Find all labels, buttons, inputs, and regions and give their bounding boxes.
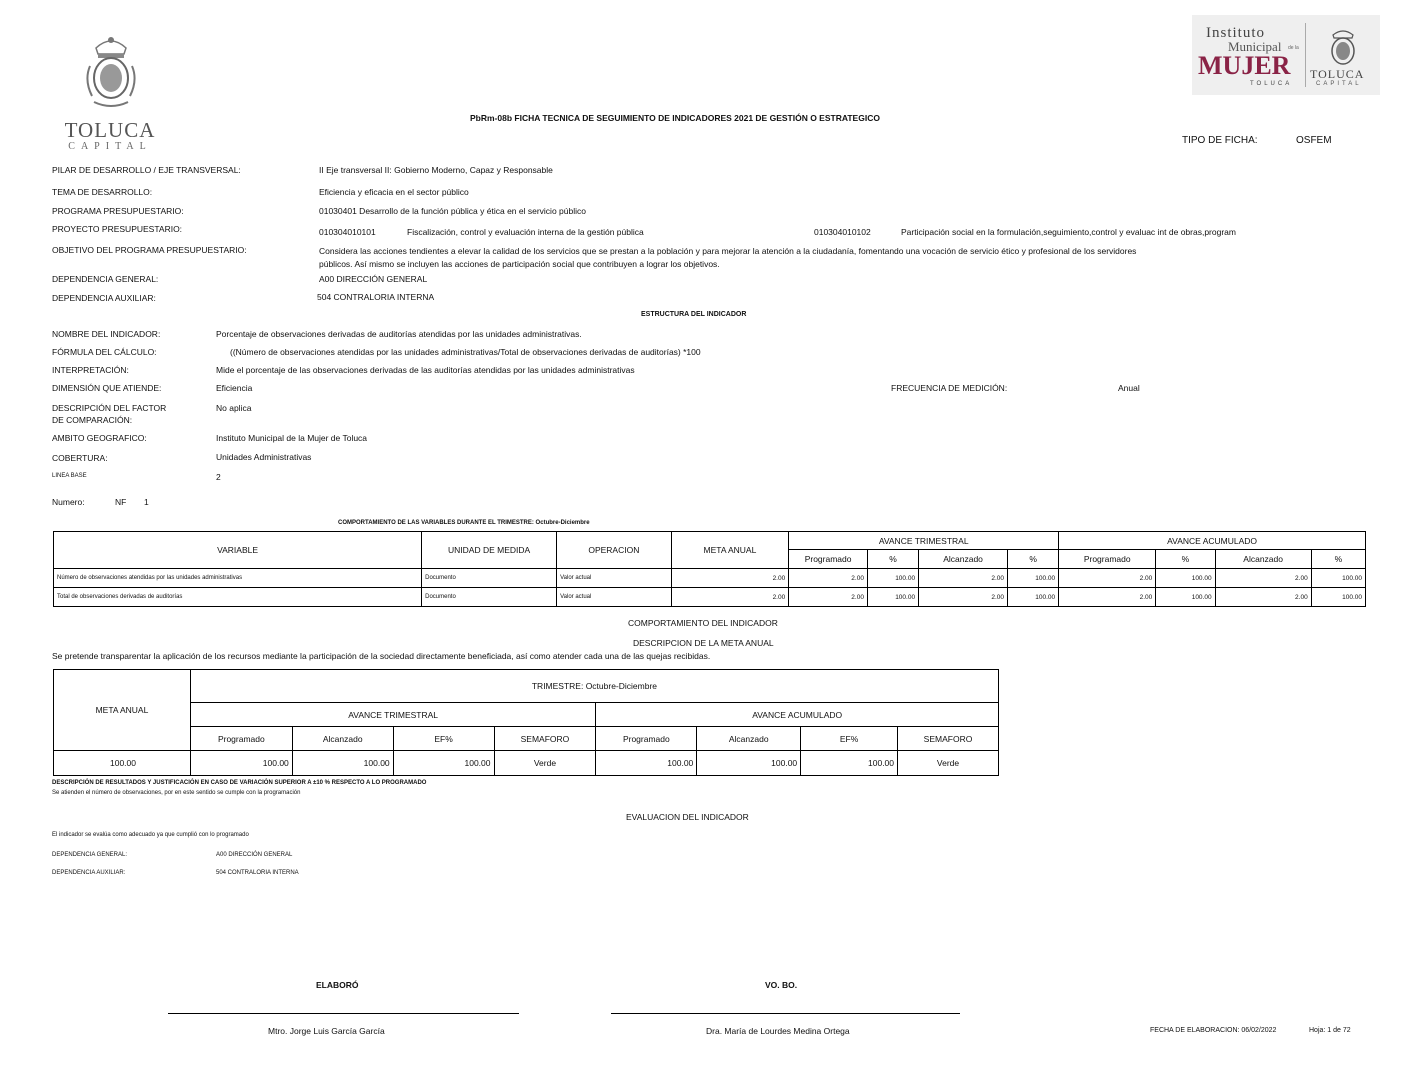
dep-general-value: A00 DIRECCIÓN GENERAL xyxy=(319,274,428,284)
dimension-label: DIMENSIÓN QUE ATIENDE: xyxy=(52,383,162,393)
instituto-mujer-logo xyxy=(1192,15,1380,95)
meta-t-alcanzado-header: Alcanzado xyxy=(292,727,393,751)
fecha-elaboracion: FECHA DE ELABORACION: 06/02/2022 xyxy=(1150,1027,1277,1034)
row2-t-prog-pct: 100.00 xyxy=(867,588,918,607)
meta-a-ef-value: 100.00 xyxy=(801,751,898,776)
logo-dela-text: de la xyxy=(1288,45,1299,51)
header-operacion: OPERACION xyxy=(557,532,672,569)
proyecto-desc-2: Participación social en la formulación,seguimiento,control y evaluac int de obras,program xyxy=(901,227,1236,237)
numero-label: Numero: xyxy=(52,497,85,507)
logo-toluca-capital: CAPITAL xyxy=(68,141,152,152)
logo-divider xyxy=(1305,23,1306,87)
header-unidad: UNIDAD DE MEDIDA xyxy=(422,532,557,569)
meta-t-semaforo-header: SEMAFORO xyxy=(494,727,596,751)
tipo-ficha-value: OSFEM xyxy=(1296,135,1332,146)
formula-label: FÓRMULA DEL CÁLCULO: xyxy=(52,347,157,357)
numero-value: 1 xyxy=(144,497,149,507)
dep-aux-label: DEPENDENCIA AUXILIAR: xyxy=(52,293,156,303)
vobo-label: VO. BO. xyxy=(765,980,798,990)
meta-t-ef-value: 100.00 xyxy=(393,751,494,776)
hoja-numero: Hoja: 1 de 72 xyxy=(1309,1027,1351,1034)
row2-a-alc-pct: 100.00 xyxy=(1311,588,1365,607)
cobertura-label: COBERTURA: xyxy=(52,453,108,463)
meta-t-ef-header: EF% xyxy=(393,727,494,751)
logo-toluca-small-text: TOLUCA xyxy=(1250,81,1293,87)
tipo-ficha-label: TIPO DE FICHA: xyxy=(1182,135,1258,146)
eval-dep-aux-label: DEPENDENCIA AUXILIAR: xyxy=(52,870,126,876)
elaboro-label: ELABORÓ xyxy=(316,980,359,990)
proyecto-label: PROYECTO PRESUPUESTARIO: xyxy=(52,224,183,234)
row1-a-alc: 2.00 xyxy=(1215,569,1311,588)
tema-value: Eficiencia y eficacia en el sector público xyxy=(319,187,469,197)
header-meta-anual: META ANUAL xyxy=(671,532,789,569)
meta-t-alc-value: 100.00 xyxy=(292,751,393,776)
meta-anual-header: META ANUAL xyxy=(54,670,191,751)
meta-avance-acumulado-header: AVANCE ACUMULADO xyxy=(596,703,999,727)
eval-dep-general-label: DEPENDENCIA GENERAL: xyxy=(52,852,128,858)
factor-label-2: DE COMPARACIÓN: xyxy=(52,415,133,425)
comportamiento-title: COMPORTAMIENTO DEL INDICADOR xyxy=(628,618,778,628)
meta-a-ef-header: EF% xyxy=(801,727,898,751)
row1-t-prog-pct: 100.00 xyxy=(867,569,918,588)
row2-t-alc-pct: 100.00 xyxy=(1008,588,1059,607)
table-row xyxy=(54,588,1366,607)
meta-a-programado-header: Programado xyxy=(596,727,697,751)
meta-a-semaforo-header: SEMAFORO xyxy=(898,727,999,751)
tema-label: TEMA DE DESARROLLO: xyxy=(52,187,153,197)
row1-a-alc-pct: 100.00 xyxy=(1311,569,1365,588)
header-a-programado: Programado xyxy=(1059,550,1156,569)
elaboro-name: Mtro. Jorge Luis García García xyxy=(268,1026,385,1036)
pilar-value: II Eje transversal II: Gobierno Moderno, Capaz y Responsable xyxy=(319,165,553,175)
logo-right-toluca: TOLUCA xyxy=(1310,67,1365,81)
factor-label-1: DESCRIPCIÓN DEL FACTOR xyxy=(52,403,167,413)
nombre-indicador-value: Porcentaje de observaciones derivadas de auditorías atendidas por las unidades administrativas. xyxy=(216,329,582,339)
eval-dep-general-value: A00 DIRECCIÓN GENERAL xyxy=(216,852,293,858)
row1-unidad: Documento xyxy=(422,569,557,588)
row2-meta: 2.00 xyxy=(671,588,789,607)
variables-caption: COMPORTAMIENTO DE LAS VARIABLES DURANTE EL TRIMESTRE: Octubre-Diciembre xyxy=(338,520,590,526)
descripcion-meta-text: Se pretende transparentar la aplicación de los recursos mediante la participación de la sociedad directamente beneficiada, así como atender cada una de las quejas recibidas. xyxy=(52,651,711,661)
variables-table xyxy=(53,531,1366,607)
row2-operacion: Valor actual xyxy=(557,588,672,607)
row1-meta: 2.00 xyxy=(671,569,789,588)
meta-a-alc-value: 100.00 xyxy=(697,751,801,776)
objetivo-label: OBJETIVO DEL PROGRAMA PRESUPUESTARIO: xyxy=(52,245,247,255)
row2-a-prog: 2.00 xyxy=(1059,588,1156,607)
dep-aux-value: 504 CONTRALORIA INTERNA xyxy=(317,292,435,302)
row1-t-prog: 2.00 xyxy=(789,569,868,588)
header-variable: VARIABLE xyxy=(54,532,422,569)
proyecto-code-1: 010304010101 xyxy=(319,227,376,237)
justificacion-label: DESCRIPCIÓN DE RESULTADOS Y JUSTIFICACIÓN EN CASO DE VARIACIÓN SUPERIOR A ±10 % RESPECTO A LO PROGRAMADO xyxy=(52,780,427,786)
ambito-value: Instituto Municipal de la Mujer de Toluca xyxy=(216,433,368,443)
header-a-alcanzado: Alcanzado xyxy=(1215,550,1311,569)
row2-unidad: Documento xyxy=(422,588,557,607)
row1-variable: Número de observaciones atendidas por las unidades administrativas xyxy=(54,569,422,588)
header-t-alcanzado: Alcanzado xyxy=(919,550,1008,569)
linea-base-label: LINEA BASE xyxy=(52,473,87,479)
header-avance-acumulado: AVANCE ACUMULADO xyxy=(1059,532,1366,550)
header-t-programado: Programado xyxy=(789,550,868,569)
header-a-prog-pct: % xyxy=(1156,550,1215,569)
row1-t-alc: 2.00 xyxy=(919,569,1008,588)
logo-mujer-text: MUJER xyxy=(1198,51,1291,80)
factor-value: No aplica xyxy=(216,403,252,413)
formula-value: ((Número de observaciones atendidas por las unidades administrativas/Total de observaciones derivadas de auditorías) *100 xyxy=(230,347,701,357)
meta-table xyxy=(53,669,999,776)
vobo-signature-line xyxy=(611,1013,960,1014)
elaboro-signature-line xyxy=(168,1013,519,1014)
row1-a-prog-pct: 100.00 xyxy=(1156,569,1215,588)
proyecto-code-2: 010304010102 xyxy=(814,227,871,237)
logo-instituto-text: Instituto xyxy=(1206,25,1266,41)
toluca-seal-icon xyxy=(82,30,140,112)
objetivo-line-2: públicos. Así mismo se incluyen las acciones de participación social que contribuyen a lograr los objetivos. xyxy=(319,259,720,269)
logo-municipal-text: Municipal xyxy=(1228,39,1282,54)
programa-value: 01030401 Desarrollo de la función pública y ética en el servicio público xyxy=(319,206,586,216)
meta-t-semaforo-value: Verde xyxy=(494,751,596,776)
estructura-title: ESTRUCTURA DEL INDICADOR xyxy=(641,311,747,318)
meta-a-prog-value: 100.00 xyxy=(596,751,697,776)
programa-label: PROGRAMA PRESUPUESTARIO: xyxy=(52,206,184,216)
evaluacion-title: EVALUACION DEL INDICADOR xyxy=(626,812,749,822)
row2-variable: Total de observaciones derivadas de auditorías xyxy=(54,588,422,607)
interpretacion-label: INTERPRETACIÓN: xyxy=(52,365,129,375)
row1-a-prog: 2.00 xyxy=(1059,569,1156,588)
meta-t-prog-value: 100.00 xyxy=(190,751,292,776)
justificacion-text: Se atienden el número de observaciones, por en este sentido se cumple con la programación xyxy=(52,790,301,796)
descripcion-meta-title: DESCRIPCION DE LA META ANUAL xyxy=(633,638,774,648)
row2-t-prog: 2.00 xyxy=(789,588,868,607)
row2-a-alc: 2.00 xyxy=(1215,588,1311,607)
header-a-alc-pct: % xyxy=(1311,550,1365,569)
logo-toluca-name: TOLUCA xyxy=(64,118,156,142)
cobertura-value: Unidades Administrativas xyxy=(216,452,312,462)
proyecto-desc-1: Fiscalización, control y evaluación interna de la gestión pública xyxy=(407,227,644,237)
logo-right-capital: CAPITAL xyxy=(1316,81,1362,87)
ambito-label: AMBITO GEOGRAFICO: xyxy=(52,433,147,443)
trimestre-header: TRIMESTRE: Octubre-Diciembre xyxy=(190,670,998,703)
row1-operacion: Valor actual xyxy=(557,569,672,588)
evaluacion-text: El indicador se evalúa como adecuado ya que cumplió con lo programado xyxy=(52,832,249,838)
linea-base-value: 2 xyxy=(216,472,221,482)
meta-a-semaforo-value: Verde xyxy=(898,751,999,776)
vobo-name: Dra. María de Lourdes Medina Ortega xyxy=(706,1026,850,1036)
dimension-value: Eficiencia xyxy=(216,383,253,393)
interpretacion-value: Mide el porcentaje de las observaciones derivadas de las auditorías atendidas por las unidades administrativas xyxy=(216,365,635,375)
toluca-capital-logo xyxy=(60,28,160,156)
frecuencia-value: Anual xyxy=(1118,383,1140,393)
frecuencia-label: FRECUENCIA DE MEDICIÓN: xyxy=(891,383,1008,393)
meta-anual-value: 100.00 xyxy=(54,751,191,776)
dep-general-label: DEPENDENCIA GENERAL: xyxy=(52,274,159,284)
row1-t-alc-pct: 100.00 xyxy=(1008,569,1059,588)
nombre-indicador-label: NOMBRE DEL INDICADOR: xyxy=(52,329,161,339)
header-t-prog-pct: % xyxy=(867,550,918,569)
numero-nf: NF xyxy=(115,497,127,507)
objetivo-line-1: Considera las acciones tendientes a elevar la calidad de los servicios que se prestan a la población y para mejorar la atención a la ciudadanía, fomentando una vocación de servicio ético y profesional de los servidores xyxy=(319,246,1137,256)
header-t-alc-pct: % xyxy=(1008,550,1059,569)
header-avance-trimestral: AVANCE TRIMESTRAL xyxy=(789,532,1059,550)
row2-a-prog-pct: 100.00 xyxy=(1156,588,1215,607)
meta-t-programado-header: Programado xyxy=(190,727,292,751)
row2-t-alc: 2.00 xyxy=(919,588,1008,607)
eval-dep-aux-value: 504 CONTRALORIA INTERNA xyxy=(216,870,299,876)
toluca-seal-small-icon xyxy=(1325,25,1361,67)
document-title: PbRm-08b FICHA TECNICA DE SEGUIMIENTO DE INDICADORES 2021 DE GESTIÓN O ESTRATEGICO xyxy=(470,113,880,123)
meta-a-alcanzado-header: Alcanzado xyxy=(697,727,801,751)
pilar-label: PILAR DE DESARROLLO / EJE TRANSVERSAL: xyxy=(52,165,241,175)
meta-avance-trimestral-header: AVANCE TRIMESTRAL xyxy=(190,703,596,727)
table-row xyxy=(54,569,1366,588)
table-row xyxy=(54,751,999,776)
